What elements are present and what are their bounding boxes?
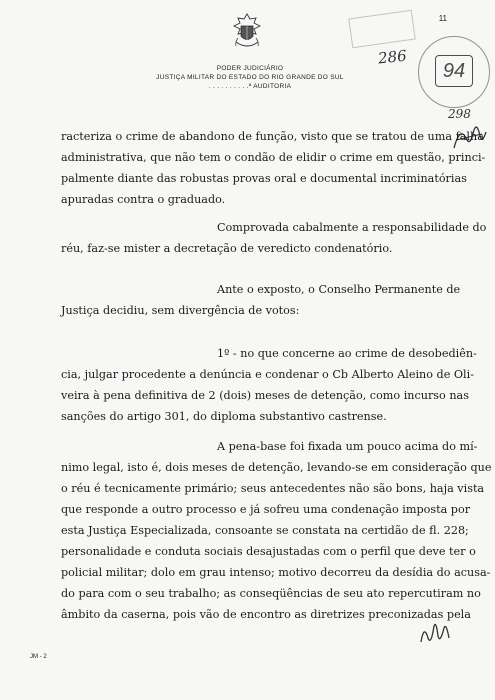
folio-number: 94 bbox=[435, 55, 473, 87]
initials-signature-bottom bbox=[418, 618, 452, 648]
text-line: nimo legal, isto é, dois meses de detenção, levando-se em consideração que bbox=[61, 461, 492, 474]
text-line: réu, faz-se mister a decretação de veredicto condenatório. bbox=[61, 242, 393, 255]
text-line: Ante o exposto, o Conselho Permanente de bbox=[217, 283, 461, 296]
text-line: Comprovada cabalmente a responsabilidade do bbox=[217, 221, 487, 234]
footer-code: JM - 2 bbox=[30, 654, 47, 660]
page-number: 11 bbox=[438, 14, 447, 23]
handwritten-number-right: 298 bbox=[448, 107, 471, 121]
paragraph-3 bbox=[61, 279, 461, 321]
paragraph-4 bbox=[61, 343, 477, 427]
text-line: policial militar; dolo em grau intenso; motivo decorreu da desídia do acusa- bbox=[61, 566, 491, 579]
handwritten-number-top: 286 bbox=[377, 46, 408, 68]
text-line: racteriza o crime de abandono de função, visto que se tratou de uma falha bbox=[61, 130, 484, 143]
text-line: apuradas contra o graduado. bbox=[61, 193, 226, 206]
header-line-1: PODER JUDICIÁRIO bbox=[216, 65, 284, 72]
text-line: que responde a outro processo e já sofreu uma condenação imposta por bbox=[61, 503, 471, 516]
paragraph-1 bbox=[61, 126, 486, 210]
paragraph-2 bbox=[61, 217, 487, 259]
folio-stamp bbox=[418, 36, 490, 108]
document-header bbox=[120, 64, 380, 91]
text-line: sanções do artigo 301, do diploma substantivo castrense. bbox=[61, 410, 387, 423]
text-line: âmbito da caserna, pois vão de encontro as diretrizes preconizadas pela bbox=[61, 608, 471, 621]
text-line: do para com o seu trabalho; as conseqüências de seu ato repercutiram no bbox=[61, 587, 481, 600]
header-line-2: JUSTIÇA MILITAR DO ESTADO DO RIO GRANDE DO SUL bbox=[156, 74, 344, 81]
text-line: 1º - no que concerne ao crime de desobediên- bbox=[217, 347, 477, 360]
coat-of-arms-icon bbox=[232, 12, 262, 52]
text-line: esta Justiça Especializada, consoante se constata na certidão de fl. 228; bbox=[61, 524, 469, 537]
text-line: o réu é tecnicamente primário; seus antecedentes não são bons, haja vista bbox=[61, 482, 485, 495]
text-line: personalidade e conduta sociais desajustadas com o perfil que deve ter o bbox=[61, 545, 476, 558]
text-line: administrativa, que não tem o condão de elidir o crime em questão, princi- bbox=[61, 151, 486, 164]
paragraph-5 bbox=[61, 436, 492, 625]
text-line: A pena-base foi fixada um pouco acima do mí- bbox=[217, 440, 478, 453]
text-line: veira à pena definitiva de 2 (dois) meses de detenção, como incurso nas bbox=[61, 389, 469, 402]
faded-stamp bbox=[348, 10, 416, 49]
text-line: palmente diante das robustas provas oral e documental incriminatórias bbox=[61, 172, 467, 185]
text-line: Justiça decidiu, sem divergência de votos: bbox=[61, 304, 300, 317]
text-line: cia, julgar procedente a denúncia e condenar o Cb Alberto Aleino de Oli- bbox=[61, 368, 474, 381]
header-line-3: . . . . . . . . . .ª AUDITORIA bbox=[208, 83, 292, 90]
